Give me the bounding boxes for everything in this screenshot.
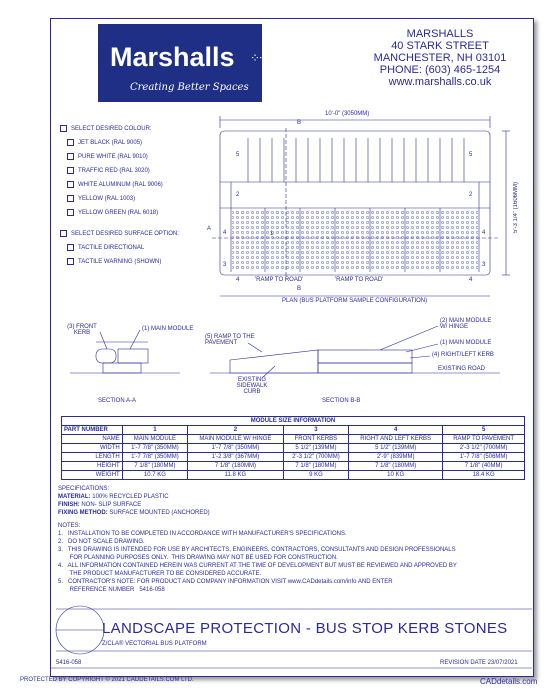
colour-option-heading[interactable]: SELECT DESIRED COLOUR: [60,125,152,132]
table-row: WIDTH 1'-7 7/8" (350MM) 1'-7 7/8" (350MM) 5 1/2" (139MM) 5 1/2" (139MM) 2'-3 1/2" (700MM) [62,444,525,453]
plan-module-label: 2 [236,192,240,198]
colour-option[interactable]: PURE WHITE (RAL 9010) [67,153,148,160]
logo-tagline: Creating Better Spaces [130,82,249,93]
logo-name: Marshalls [110,42,235,72]
table-row: HEIGHT 7 1/8" (180MM) 7 1/8" (180MM) 7 1/8" (180MM) 7 1/8" (180MM) 7 1/8" (40MM) [62,462,525,471]
section-b-caption: SECTION B-B [322,398,361,404]
section-b-hinge-label: (2) MAIN MODULE W/ HINGE [440,318,492,330]
colour-option[interactable]: JET BLACK (RAL 9005) [67,139,142,146]
plan-module-label: 4 [469,277,473,283]
company-website[interactable]: www.marshalls.co.uk [388,76,492,88]
table-header-label: PART NUMBER [62,426,123,435]
notes: NOTES: 1. INSTALLATION TO BE COMPLETED IN ACCORDANCE WITH MANUFACTURER'S SPECIFICATIONS. 2. DO NOT SCALE DRAWING. 3. THIS DRAWING IS INTENDED FOR USE BY ARCHITECTS, ENGINEERS, CONTRACTORS, CONSULTANTS AND DESIGN PROFESSIONALS FOR PLANNING PURPOSES ONLY. THIS DRAWING MAY NOT BE USED FOR CONSTRUCTION. 4. ALL INFORMATION CONTAINED HEREIN WAS CURRENT AT THE TIME OF DEVELOPMENT BUT MUST BE REVIEWED AND APPROVED BY THE PRODUCT MANUFACTURER TO BE CONSIDERED ACCURATE. 5. CONTRACTOR'S NOTE: FOR PRODUCT AND COMPANY INFORMATION VISIT www.CADdetails.com/info AND ENTER REFERENCE NUMBER 5416-058 [58,523,457,593]
plan-height-dim: 5'-3 1/4" (1606MM) [513,182,519,233]
section-marker-b-bottom: B [297,286,302,292]
section-a-main-module-label: (1) MAIN MODULE [142,326,194,332]
company-name: MARSHALLS [406,28,474,40]
table-row: NAME MAIN MODULE MAIN MODULE W/ HINGE FRONT KERBS RIGHT AND LEFT KERBS RAMP TO PAVEMENT [62,435,525,444]
drawing-subtitle: Z/CLA® VECTORIAL BUS PLATFORM [102,641,207,647]
company-phone: PHONE: (603) 465-1254 [379,64,501,76]
section-b-ramp-label: (5) RAMP TO THE PAVEMENT [205,334,255,346]
section-b-road-label: EXISTING ROAD [438,366,486,372]
section-b-main-label: (1) MAIN MODULE [440,340,492,346]
plan-module-label: 2 [469,192,473,198]
copyright-text: PROTECTED BY COPYRIGHT © 2021 CADDETAILS.COM LTD. [20,677,194,683]
plan-module-label: 3 [223,262,227,268]
colour-option[interactable]: WHITE ALUMINUM (RAL 9006) [67,181,163,188]
revision-date: REVISION DATE 23/07/2021 [440,660,518,666]
plan-module-label: 4 [482,230,486,236]
plan-module-label: 5 [236,152,240,158]
section-b-curb-label: EXISTING SIDEWALK CURB [236,377,268,395]
module-table-title: MODULE SIZE INFORMATION [62,417,525,426]
colour-option[interactable]: YELLOW (RAL 1003) [67,195,135,202]
section-a-front-kerb-label: (3) FRONT KERB [67,324,97,336]
plan-module-label: 1 [270,231,274,237]
company-city: MANCHESTER, NH 03101 [373,52,507,64]
drawing-title: LANDSCAPE PROTECTION - BUS STOP KERB STONES [102,620,508,637]
company-street: 40 STARK STREET [391,40,489,52]
section-a-caption: SECTION A-A [98,398,137,404]
surface-option[interactable]: TACTILE DIRECTIONAL [67,244,144,251]
table-row: WEIGHT 10.7 KG 11.8 KG 9 KG 10 KG 18.4 KG [62,471,525,480]
section-marker-a: A [207,226,212,232]
plan-module-label: 4 [223,230,227,236]
plan-module-label: 3 [482,262,486,268]
plan-ramp-label-1: 'RAMP TO ROAD' [255,277,304,283]
caddetails-link[interactable]: CADdetails.com [480,677,538,686]
section-marker-b-top: B [297,120,302,126]
colour-option[interactable]: TRAFFIC RED (RAL 3020) [67,167,150,174]
surface-option-heading[interactable]: SELECT DESIRED SURFACE OPTION: [60,230,179,237]
reference-number: 5416-058 [56,660,82,666]
surface-option[interactable]: TACTILE WARNING (SHOWN) [67,258,161,265]
plan-module-label: 4 [236,277,240,283]
module-size-table: MODULE SIZE INFORMATION PART NUMBER 1 2 3 4 5 NAME MAIN MODULE MAIN MODULE W/ HINGE FRONT KERBS RIGHT AND LEFT KERBS RAMP TO PAVEMENT WIDTH 1'-7 7/8" (350MM) 1'-7 7/8" (350MM) 5 1/2" (139MM) 5 1/2" (139MM) 2'-3 1/2" (700MM) LENGTH 1'-7 7/8" (350MM) 1'-2 3/8" (367MM) 2'-3 1/2" (700MM) 2'-9" (839MM) 1'-7 7/8" (506MM) HEIGHT 7 1/8" (180MM) 7 1/8" (180MM) 7 1/8" (180MM) 7 1/8" (180MM) 7 1/8" (40MM) WEIGHT 10.7 KG 11.8 KG 9 KG 10 KG 18.4 KG [61,416,525,480]
plan-width-dim: 10'-0" (3050MM) [325,111,370,117]
logo-dots-icon: ⁘⁘ [250,51,267,65]
section-b-kerb-label: (4) RIGHT/LEFT KERB [432,352,494,358]
table-row: LENGTH 1'-7 7/8" (350MM) 1'-2 3/8" (367MM) 2'-3 1/2" (700MM) 2'-9" (839MM) 1'-7 7/8" (506MM) [62,453,525,462]
specifications: SPECIFICATIONS: MATERIAL: 100% RECYCLED PLASTIC FINISH: NON- SLIP SURFACE FIXING METHOD: SURFACE MOUNTED (ANCHORED) [58,486,210,516]
plan-caption: PLAN (BUS PLATFORM SAMPLE CONFIGURATION) [282,298,428,304]
plan-ramp-label-2: 'RAMP TO ROAD' [335,277,384,283]
plan-module-label: 5 [469,152,473,158]
colour-option[interactable]: YELLOW GREEN (RAL 6018) [67,209,158,216]
